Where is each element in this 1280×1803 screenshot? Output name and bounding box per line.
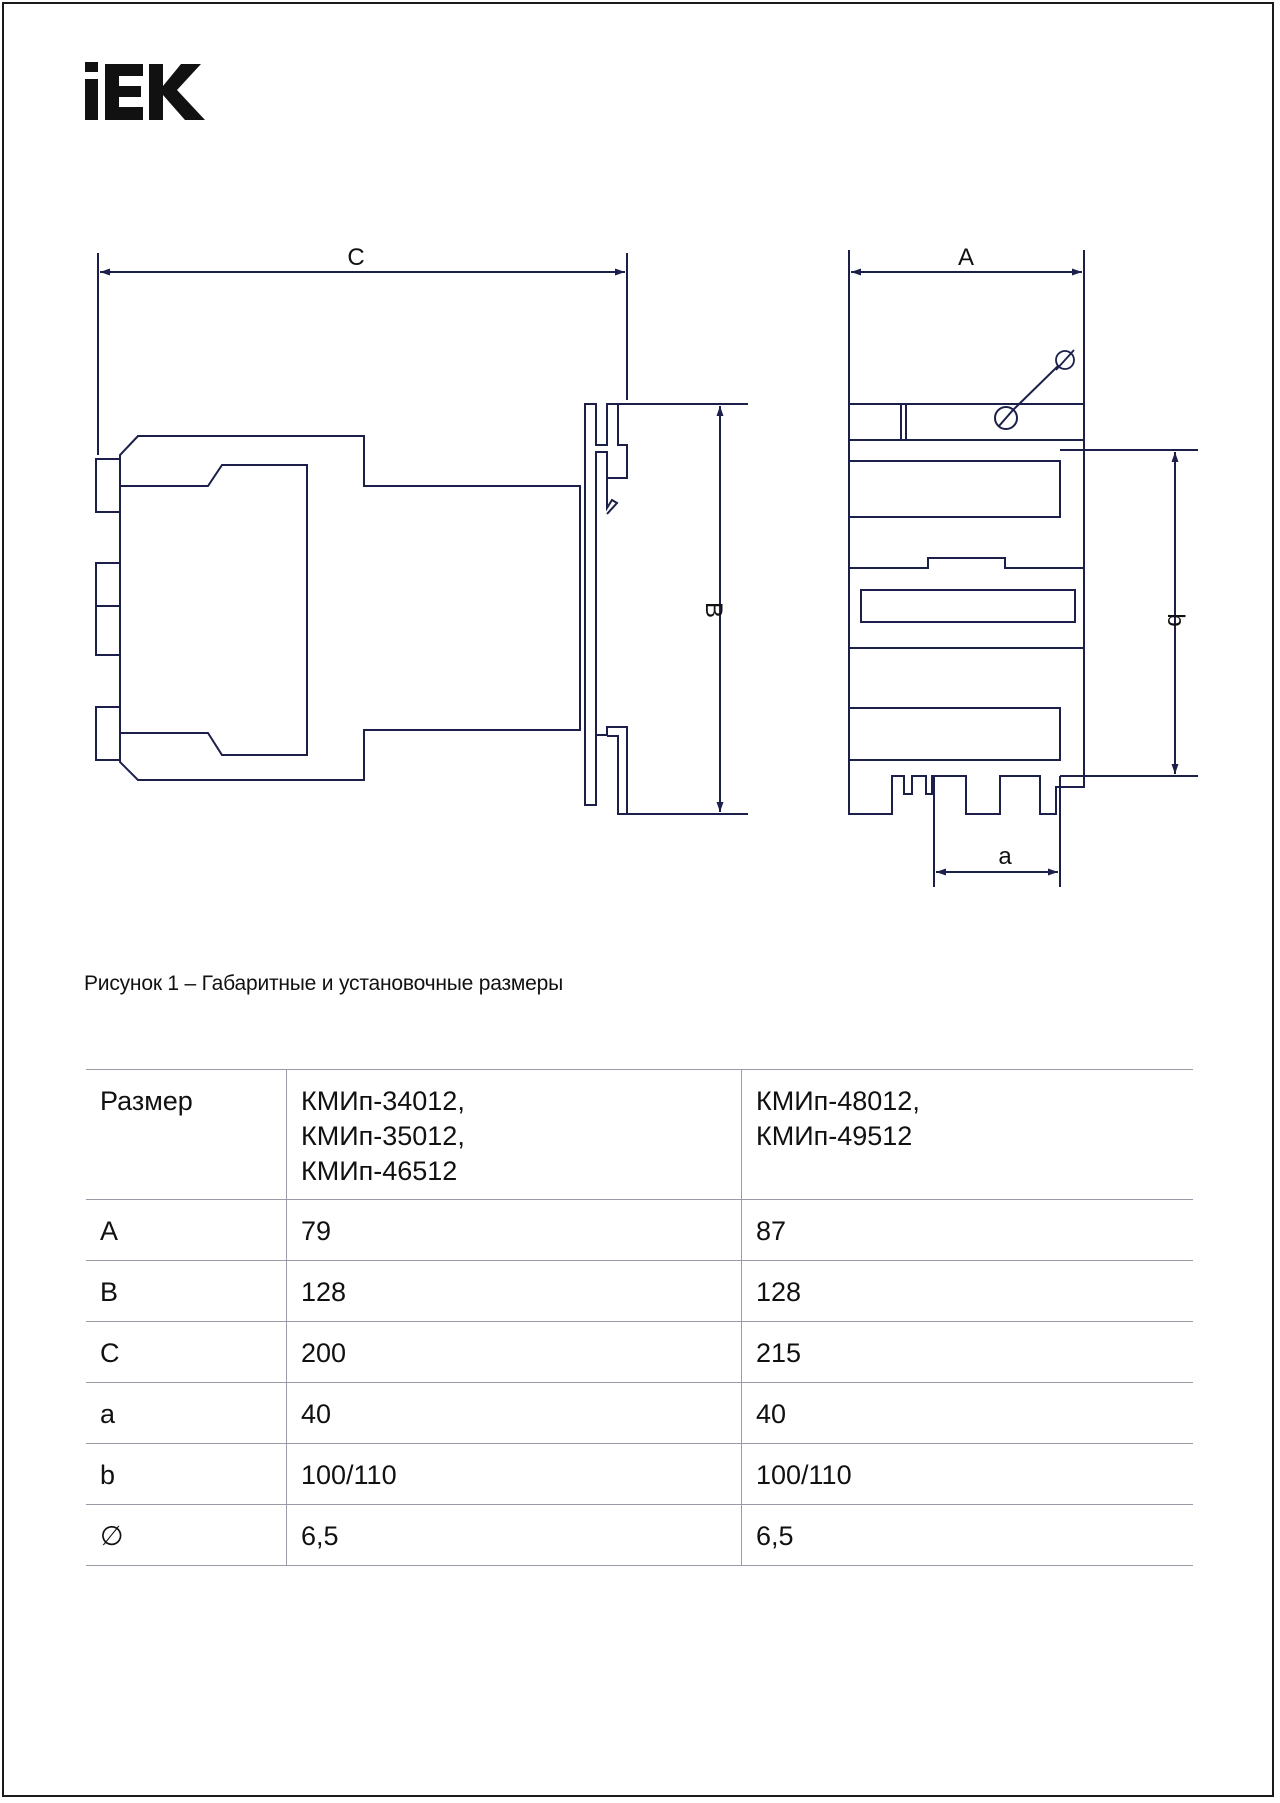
row-value-group-2: 40 bbox=[742, 1383, 1194, 1444]
row-dimension-name: B bbox=[86, 1261, 287, 1322]
row-value-group-2: 128 bbox=[742, 1261, 1194, 1322]
row-dimension-name: ∅ bbox=[86, 1505, 287, 1566]
dim-label-A: A bbox=[957, 244, 975, 271]
table-header-row bbox=[86, 1070, 1193, 1200]
diameter-symbol-drawing bbox=[1056, 350, 1074, 370]
dim-label-B: B bbox=[700, 601, 727, 619]
row-value-group-1: 128 bbox=[287, 1261, 742, 1322]
header-model: КМИп-48012, bbox=[756, 1086, 920, 1116]
row-value-group-1: 100/110 bbox=[287, 1444, 742, 1505]
row-value-group-2: 6,5 bbox=[742, 1505, 1194, 1566]
side-view bbox=[96, 253, 748, 814]
dim-label-a: a bbox=[998, 843, 1012, 870]
row-value-group-1: 79 bbox=[287, 1200, 742, 1261]
row-dimension-name: a bbox=[86, 1383, 287, 1444]
table-row bbox=[86, 1505, 1193, 1566]
row-value-group-2: 100/110 bbox=[742, 1444, 1194, 1505]
row-value-group-1: 40 bbox=[287, 1383, 742, 1444]
header-model: КМИп-46512 bbox=[301, 1156, 458, 1187]
dimensions-table bbox=[86, 1069, 1193, 1566]
header-model-group-1 bbox=[287, 1070, 742, 1200]
row-value-group-1: 200 bbox=[287, 1322, 742, 1383]
table-row bbox=[86, 1383, 1193, 1444]
table-row bbox=[86, 1444, 1193, 1505]
dim-label-C: C bbox=[347, 244, 365, 271]
row-dimension-name: A bbox=[86, 1200, 287, 1261]
row-dimension-name: b bbox=[86, 1444, 287, 1505]
table-row bbox=[86, 1322, 1193, 1383]
table-row bbox=[86, 1200, 1193, 1261]
header-model: КМИп-35012, bbox=[301, 1121, 465, 1152]
row-value-group-2: 215 bbox=[742, 1322, 1194, 1383]
header-model: КМИп-34012, bbox=[301, 1086, 465, 1116]
row-value-group-1: 6,5 bbox=[287, 1505, 742, 1566]
header-model: КМИп-49512 bbox=[756, 1121, 913, 1152]
row-value-group-2: 87 bbox=[742, 1200, 1194, 1261]
header-model-group-2 bbox=[742, 1070, 1194, 1200]
header-size: Размер bbox=[86, 1070, 287, 1200]
figure-caption: Рисунок 1 – Габаритные и установочные размеры bbox=[84, 972, 563, 995]
row-dimension-name: C bbox=[86, 1322, 287, 1383]
dim-label-b: b bbox=[1162, 613, 1189, 627]
table-row bbox=[86, 1261, 1193, 1322]
front-view bbox=[849, 250, 1198, 887]
